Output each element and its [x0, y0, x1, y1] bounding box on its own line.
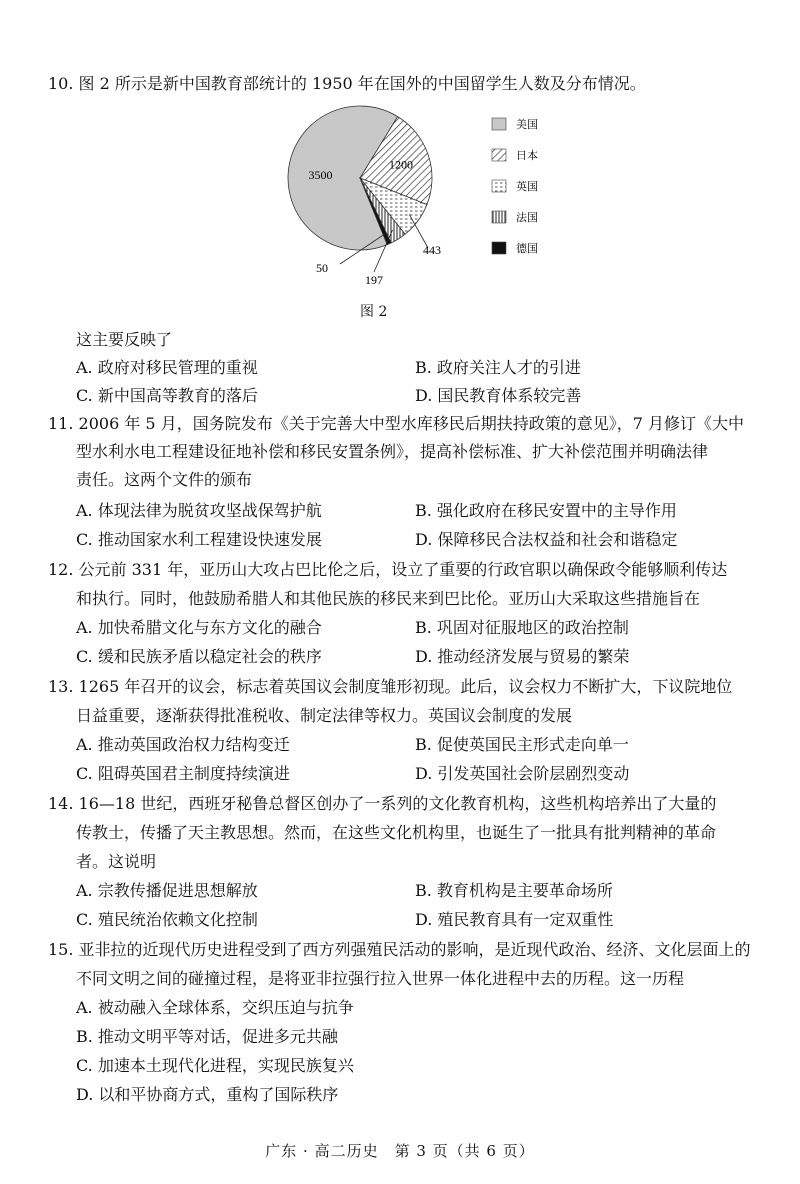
q15-option-b[interactable]: B. 推动文明平等对话，促进多元共融	[76, 1027, 338, 1046]
q12-stem-line-1: 12. 公元前 331 年，亚历山大攻占巴比伦之后，设立了重要的行政官职以确保政令能够顺利传达	[48, 560, 728, 579]
q11-stem-line-1: 11. 2006 年 5 月，国务院发布《关于完善大中型水库移民后期扶持政策的意见》，7 月修订《大中	[48, 414, 744, 433]
page-footer: 广东 · 高二历史 第 3 页（共 6 页）	[265, 1142, 535, 1160]
legend-swatch-0	[492, 118, 506, 130]
q14-stem-line-1: 14. 16—18 世纪，西班牙秘鲁总督区创办了一系列的文化教育机构，这些机构培养出了大量的	[48, 794, 717, 813]
q12-option-d[interactable]: D. 推动经济发展与贸易的繁荣	[415, 647, 630, 666]
q14-stem-line-3: 者。这说明	[76, 852, 157, 871]
pie-chart	[270, 98, 560, 298]
q11-option-a[interactable]: A. 体现法律为脱贫攻坚战保驾护航	[76, 501, 322, 520]
legend-swatch-4	[492, 242, 506, 254]
q12-option-c[interactable]: C. 缓和民族矛盾以稳定社会的秩序	[76, 647, 322, 666]
q13-stem-line-1: 13. 1265 年召开的议会，标志着英国议会制度雏形初现。此后，议会权力不断扩大，下议院地位	[48, 677, 733, 696]
q14-option-d[interactable]: D. 殖民教育具有一定双重性	[415, 910, 614, 929]
q13-option-c[interactable]: C. 阻碍英国君主制度持续演进	[76, 764, 290, 783]
q14-stem-line-2: 传教士，传播了天主教思想。然而，在这些文化机构里，也诞生了一批具有批判精神的革命	[76, 823, 717, 842]
q14-option-b[interactable]: B. 教育机构是主要革命场所	[415, 881, 613, 900]
legend-label-4: 德国	[516, 242, 538, 255]
q10-stem: 10. 图 2 所示是新中国教育部统计的 1950 年在国外的中国留学生人数及分布情况。	[48, 74, 646, 93]
q13-option-a[interactable]: A. 推动英国政治权力结构变迁	[76, 735, 290, 754]
q14-option-a[interactable]: A. 宗教传播促进思想解放	[76, 881, 258, 900]
pie-label-4: 50	[316, 261, 328, 275]
q11-option-c[interactable]: C. 推动国家水利工程建设快速发展	[76, 530, 322, 549]
legend-swatch-2	[492, 180, 506, 192]
q14-option-c[interactable]: C. 殖民统治依赖文化控制	[76, 910, 258, 929]
legend-swatch-3	[492, 211, 506, 223]
q15-stem-line-2: 不同文明之间的碰撞过程，是将亚非拉强行拉入世界一体化进程中去的历程。这一历程	[76, 969, 685, 988]
q11-option-d[interactable]: D. 保障移民合法权益和社会和谐稳定	[415, 530, 678, 549]
q13-option-b[interactable]: B. 促使英国民主形式走向单一	[415, 735, 629, 754]
q12-option-a[interactable]: A. 加快希腊文化与东方文化的融合	[76, 618, 322, 637]
q11-stem-line-2: 型水利水电工程建设征地补偿和移民安置条例》，提高补偿标准、扩大补偿范围并明确法律	[76, 442, 709, 461]
q13-option-d[interactable]: D. 引发英国社会阶层剧烈变动	[415, 764, 630, 783]
q10-option-c[interactable]: C. 新中国高等教育的落后	[76, 386, 258, 405]
q15-option-d[interactable]: D. 以和平协商方式，重构了国际秩序	[76, 1085, 339, 1104]
q11-stem-line-3: 责任。这两个文件的颁布	[76, 470, 253, 489]
q15-option-c[interactable]: C. 加速本土现代化进程，实现民族复兴	[76, 1056, 354, 1075]
legend-label-2: 英国	[516, 180, 538, 193]
q10-option-d[interactable]: D. 国民教育体系较完善	[415, 386, 582, 405]
q15-option-a[interactable]: A. 被动融入全球体系，交织压迫与抗争	[76, 998, 354, 1017]
q12-option-b[interactable]: B. 巩固对征服地区的政治控制	[415, 618, 629, 637]
q10-option-b[interactable]: B. 政府关注人才的引进	[415, 358, 581, 377]
figure-caption: 图 2	[360, 304, 388, 320]
pie-label-3: 197	[365, 273, 383, 287]
q12-stem-line-2: 和执行。同时，他鼓励希腊人和其他民族的移民来到巴比伦。亚历山大采取这些措施旨在	[76, 589, 701, 608]
legend-label-3: 法国	[516, 211, 538, 224]
legend-label-0: 美国	[516, 118, 538, 131]
pie-label-1: 1200	[388, 157, 413, 172]
legend-swatch-1	[492, 149, 506, 161]
q13-stem-line-2: 日益重要，逐渐获得批准税收、制定法律等权力。英国议会制度的发展	[76, 706, 573, 725]
q10-option-a[interactable]: A. 政府对移民管理的重视	[76, 358, 258, 377]
q15-stem-line-1: 15. 亚非拉的近现代历史进程受到了西方列强殖民活动的影响，是近现代政治、经济、文化层面上的	[48, 940, 751, 959]
legend-label-1: 日本	[516, 149, 538, 162]
pie-label-0: 3500	[308, 167, 333, 182]
pie-label-2: 443	[423, 243, 441, 257]
q10-followup: 这主要反映了	[76, 330, 173, 349]
chart-legend	[492, 118, 538, 255]
q11-option-b[interactable]: B. 强化政府在移民安置中的主导作用	[415, 501, 677, 520]
